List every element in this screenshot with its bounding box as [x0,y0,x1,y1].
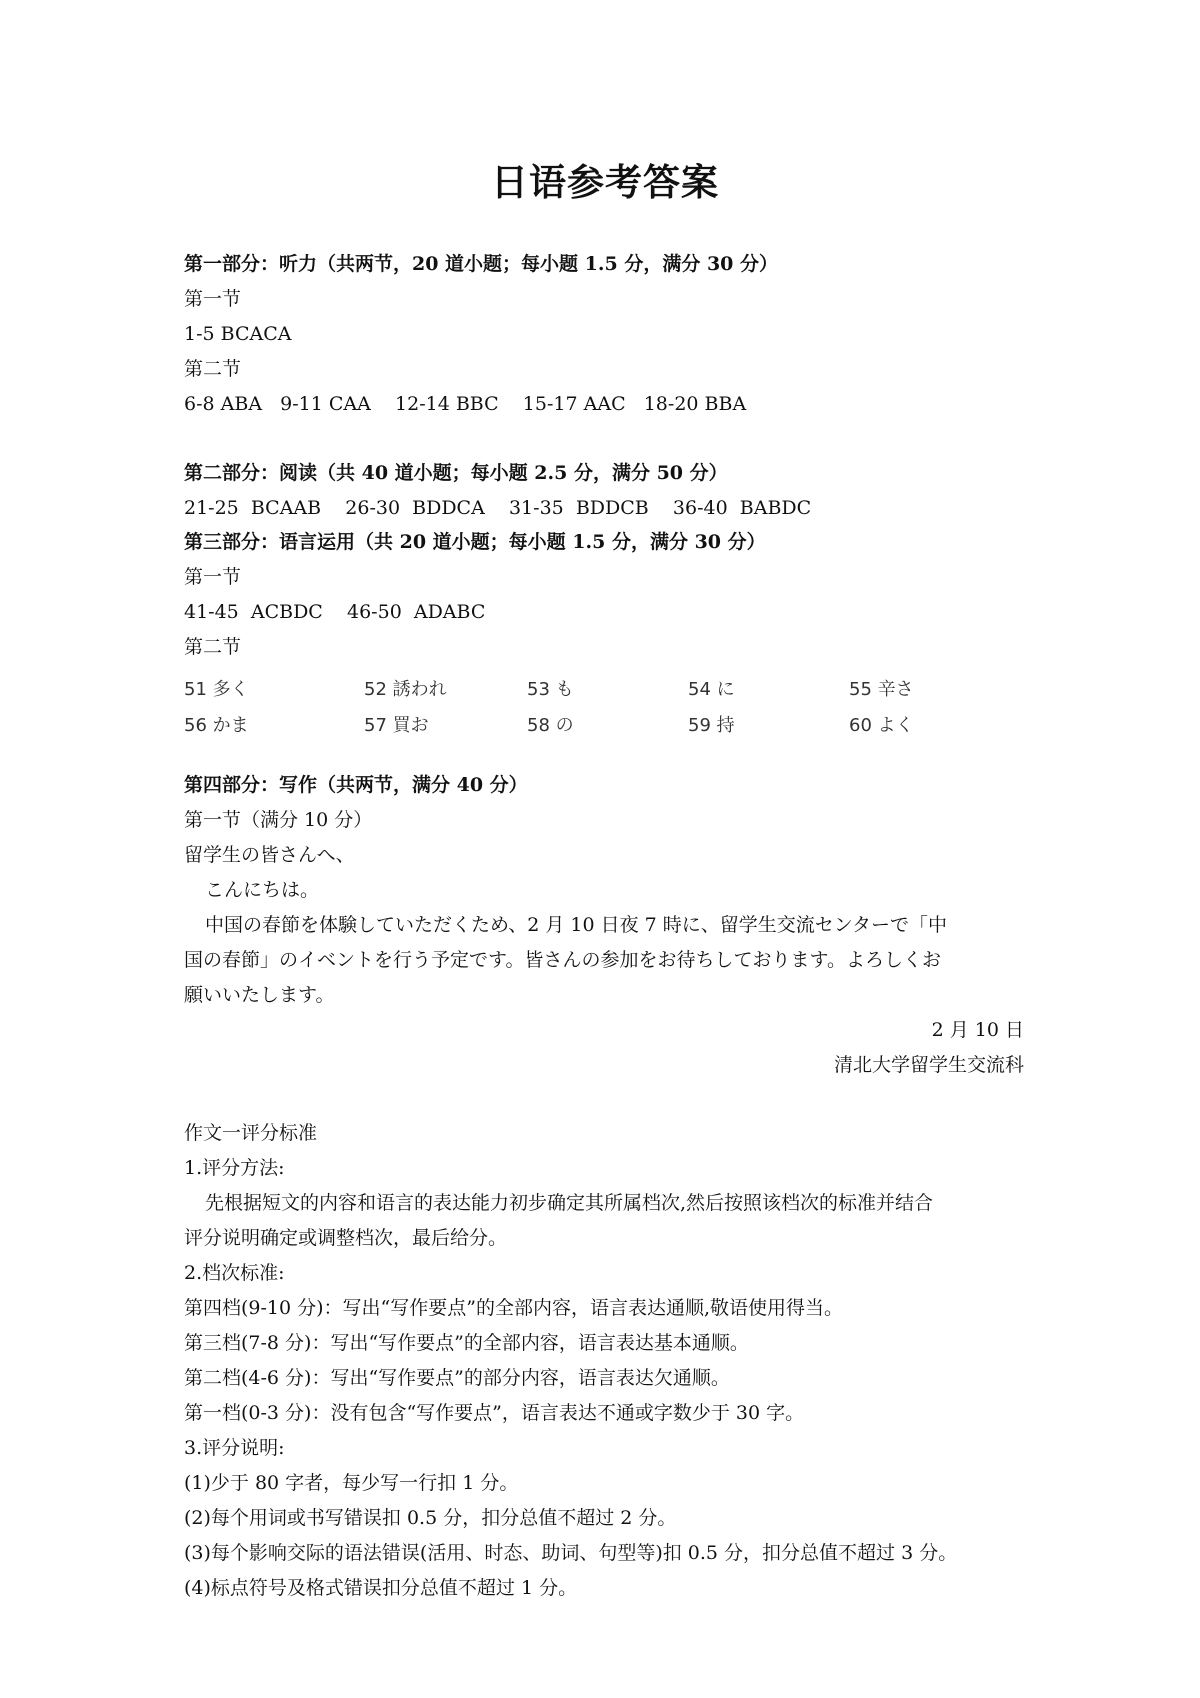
letter-body-line: 国の春節」のイベントを行う予定です。皆さんの参加をお待ちしております。よろしくお [184,949,941,971]
criteria-level: 第四档(9-10 分)：写出“写作要点”的全部内容，语言表达通顺,敬语使用得当。 [184,1297,844,1319]
criteria-level: 第一档(0-3 分)：没有包含“写作要点”，语言表达不通或字数少于 30 字。 [184,1402,805,1424]
fill-answer: 53 も [527,679,574,700]
part3-section1-label: 第一节 [184,566,242,588]
fill-answer: 55 辛さ [849,679,914,700]
criteria-title: 作文一评分标准 [184,1122,318,1144]
part1-section2-label: 第二节 [184,358,242,380]
letter-sender: 清北大学留学生交流科 [833,1054,1024,1076]
part3-section1-answers: 41-45 ACBDC 46-50 ADABC [184,601,486,623]
part1-section1-answers: 1-5 BCACA [184,323,292,345]
part2-heading: 第二部分：阅读（共 40 道小题；每小题 2.5 分，满分 50 分） [184,462,728,484]
fill-answer: 56 かま [184,715,249,736]
fill-answer: 60 よく [849,715,914,736]
letter-body-line: 願いいたします。 [184,984,335,1006]
part2-answers: 21-25 BCAAB 26-30 BDDCA 31-35 BDDCB 36-40 BABDC [184,497,812,519]
fill-answer: 51 多く [184,679,249,700]
fill-answer: 54 に [688,679,735,700]
part1-section1-label: 第一节 [184,288,242,310]
criteria-level: 第三档(7-8 分)：写出“写作要点”的全部内容，语言表达基本通顺。 [184,1332,749,1354]
criteria-level: 第二档(4-6 分)：写出“写作要点”的部分内容，语言表达欠通顺。 [184,1367,730,1389]
part4-section1-label: 第一节（满分 10 分） [184,809,373,831]
criteria-levels-label: 2.档次标准: [184,1262,285,1284]
criteria-method-text: 评分说明确定或调整档次，最后给分。 [184,1227,508,1249]
letter-body-line: 中国の春節を体験していただくため、2 月 10 日夜 7 時に、留学生交流センターで「中 [205,914,948,936]
letter-greeting: こんにちは。 [205,879,320,901]
part3-section2-label: 第二节 [184,636,242,658]
part4-heading: 第四部分：写作（共两节，满分 40 分） [184,774,528,796]
fill-answer: 59 持 [688,715,735,736]
fill-answer: 52 誘われ [364,679,447,700]
criteria-notes-label: 3.评分说明: [184,1437,285,1459]
criteria-note: (1)少于 80 字者，每少写一行扣 1 分。 [184,1472,519,1494]
criteria-note: (2)每个用词或书写错误扣 0.5 分，扣分总值不超过 2 分。 [184,1507,677,1529]
page-title: 日语参考答案 [491,161,719,204]
fill-answer: 57 買お [364,715,429,736]
criteria-method-text: 先根据短文的内容和语言的表达能力初步确定其所属档次,然后按照该档次的标准并结合 [205,1192,934,1214]
part1-heading: 第一部分：听力（共两节，20 道小题；每小题 1.5 分，满分 30 分） [184,253,779,275]
criteria-method-label: 1.评分方法: [184,1157,285,1179]
criteria-note: (4)标点符号及格式错误扣分总值不超过 1 分。 [184,1577,578,1599]
fill-answer: 58 の [527,715,574,736]
letter-salutation: 留学生の皆さんへ、 [184,844,355,866]
letter-date: 2 月 10 日 [931,1019,1024,1041]
criteria-note: (3)每个影响交际的语法错误(活用、时态、助词、句型等)扣 0.5 分，扣分总值不超过 3 分。 [184,1542,958,1564]
part3-heading: 第三部分：语言运用（共 20 道小题；每小题 1.5 分，满分 30 分） [184,531,766,553]
part1-section2-answers: 6-8 ABA 9-11 CAA 12-14 BBC 15-17 AAC 18-20 BBA [184,393,747,415]
